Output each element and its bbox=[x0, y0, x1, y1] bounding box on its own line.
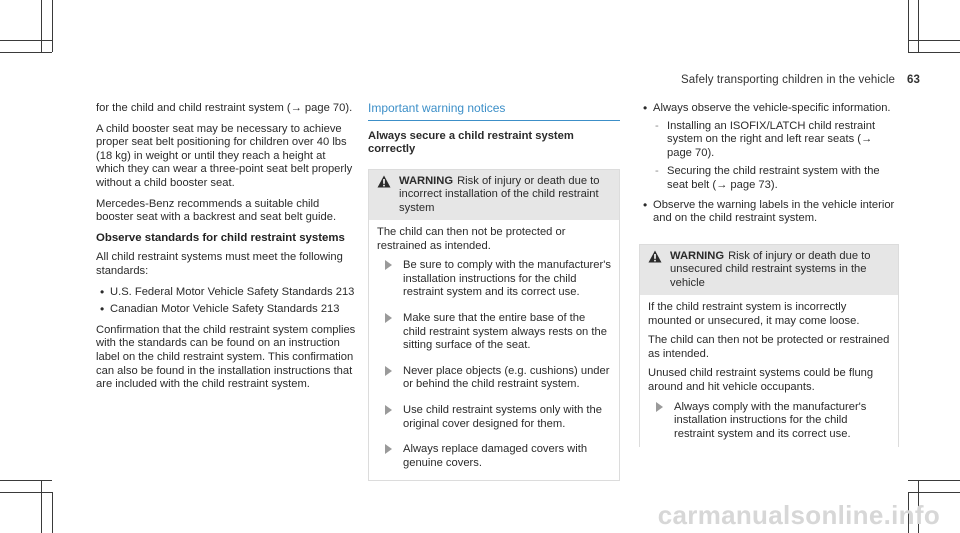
warning-header bbox=[640, 245, 898, 295]
sub-list-item: - Securing the child restraint system with the seat belt (→ page 73). bbox=[653, 165, 899, 192]
instruction-text: Be sure to comply with the manufacturer's installation instructions for the child restraint system and its correct use. bbox=[403, 259, 611, 299]
instruction-item bbox=[648, 401, 890, 442]
column-left bbox=[96, 102, 356, 399]
crop-mark bbox=[52, 0, 53, 52]
standards-list bbox=[96, 286, 356, 317]
crop-mark bbox=[908, 0, 909, 52]
crop-mark bbox=[41, 0, 42, 52]
instruction-text: Always comply with the manufacturer's installation instructions for the child restraint system and its correct use. bbox=[674, 400, 867, 440]
subheading: Observe standards for child restraint systems bbox=[96, 231, 345, 244]
warning-paragraph: If the child restraint system is incorrectly mounted or unsecured, it may come loose. bbox=[648, 300, 860, 327]
list-item: • U.S. Federal Motor Vehicle Safety Standards 213 bbox=[96, 286, 356, 300]
list-item: • Always observe the vehicle-specific information. bbox=[639, 102, 899, 116]
header-title: Safely transporting children in the vehicle bbox=[681, 74, 895, 86]
crop-mark bbox=[0, 40, 52, 41]
warning-paragraph: The child can then not be protected or restrained as intended. bbox=[648, 334, 890, 360]
arrow-icon bbox=[385, 260, 392, 270]
section-title: Important warning notices bbox=[368, 102, 620, 121]
arrow-icon bbox=[385, 444, 392, 454]
column-right bbox=[639, 102, 899, 447]
crop-mark bbox=[908, 40, 960, 41]
page-number: 63 bbox=[907, 74, 920, 86]
watermark: carmanualsonline.info bbox=[657, 500, 940, 530]
warning-label: WARNING bbox=[399, 174, 454, 187]
warning-body bbox=[640, 295, 898, 447]
crop-mark bbox=[41, 480, 42, 533]
instruction-item bbox=[377, 404, 611, 431]
vehicle-info-list bbox=[639, 102, 899, 116]
body-paragraph: Confirmation that the child restraint system complies with the standards can be found on an instruction label on the child restraint system. This confirmation can also be found in the installation instructions that are included with the child restraint system. bbox=[96, 323, 356, 391]
crop-mark bbox=[0, 52, 52, 53]
arrow-icon bbox=[385, 313, 392, 323]
body-paragraph: All child restraint systems must meet the following standards: bbox=[96, 251, 343, 277]
sub-list bbox=[653, 120, 899, 193]
instruction-text: Use child restraint systems only with the original cover designed for them. bbox=[403, 403, 602, 430]
crop-mark bbox=[52, 492, 53, 533]
crop-mark bbox=[908, 492, 960, 493]
warning-text: Risk of injury or death due to unsecured child restraint systems in the vehicle bbox=[670, 249, 871, 289]
warning-paragraph: The child can then not be protected or restrained as intended. bbox=[377, 226, 566, 252]
arrow-icon bbox=[656, 402, 663, 412]
section-subtitle: Always secure a child restraint system correctly bbox=[368, 129, 574, 156]
intro-paragraph: A child booster seat may be necessary to achieve proper seat belt positioning for children over 40 lbs (18 kg) in weight or until they reach a height at which they can wear a three-point seat belt properly without a child booster seat. bbox=[96, 122, 353, 189]
labels-list bbox=[639, 199, 899, 226]
list-item: • Canadian Motor Vehicle Safety Standards 213 bbox=[96, 303, 356, 317]
crop-mark bbox=[918, 0, 919, 52]
crop-mark bbox=[0, 480, 52, 481]
arrow-icon bbox=[385, 405, 392, 415]
warning-paragraph: Unused child restraint systems could be flung around and hit vehicle occupants. bbox=[648, 367, 874, 393]
warning-icon bbox=[377, 175, 391, 188]
warning-box bbox=[368, 169, 620, 482]
warning-box bbox=[639, 244, 899, 448]
intro-paragraph: Mercedes-Benz recommends a suitable child booster seat with a backrest and seat belt guide. bbox=[96, 197, 337, 224]
crop-mark bbox=[908, 52, 960, 53]
instruction-text: Always replace damaged covers with genuine covers. bbox=[403, 443, 588, 469]
instruction-item bbox=[377, 365, 611, 392]
warning-icon bbox=[648, 250, 662, 263]
instruction-item bbox=[377, 443, 611, 470]
page-header bbox=[681, 74, 920, 86]
instruction-text: Never place objects (e.g. cushions) under or behind the child restraint system. bbox=[403, 364, 610, 391]
crop-mark bbox=[0, 492, 52, 493]
instruction-item bbox=[377, 259, 611, 300]
warning-body bbox=[369, 220, 619, 480]
crop-mark bbox=[908, 480, 960, 481]
arrow-icon bbox=[385, 366, 392, 376]
warning-label: WARNING bbox=[670, 249, 725, 262]
sub-list-item: - Installing an ISOFIX/LATCH child restraint system on the right and left rear seats (→ page 70). bbox=[653, 120, 899, 161]
warning-header bbox=[369, 170, 619, 220]
instruction-text: Make sure that the entire base of the child restraint system always rests on the sitting surface of the seat. bbox=[403, 311, 607, 352]
list-item: • Observe the warning labels in the vehicle interior and on the child restraint system. bbox=[639, 199, 899, 226]
intro-paragraph: for the child and child restraint system (→ page 70). bbox=[96, 102, 353, 114]
warning-text: Risk of injury or death due to incorrect installation of the child restraint system bbox=[399, 174, 600, 214]
instruction-item bbox=[377, 312, 611, 353]
column-middle bbox=[368, 102, 620, 481]
